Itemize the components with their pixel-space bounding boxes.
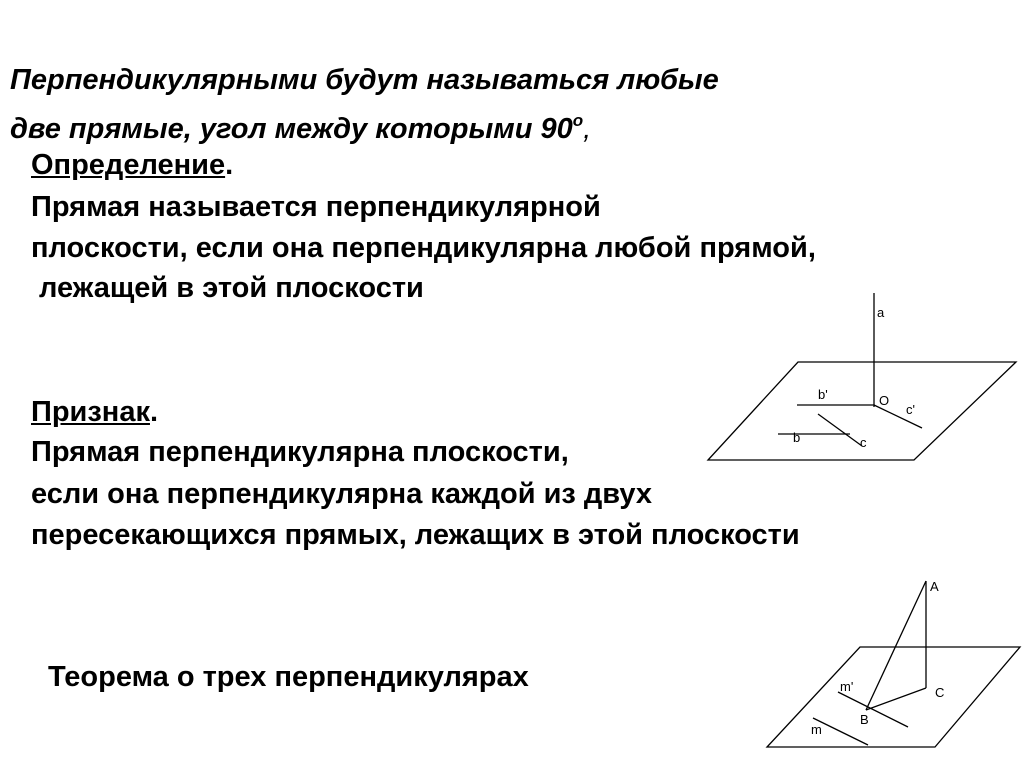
criterion-line-1: Прямая перпендикулярна плоскости, xyxy=(31,436,569,468)
figure-three-perpendiculars xyxy=(767,581,1020,747)
line-m-prime xyxy=(838,692,908,727)
label-c: c xyxy=(860,435,867,450)
intro-line-1: Перпендикулярными будут называться любые xyxy=(10,64,719,96)
degree-sign: о xyxy=(572,111,584,130)
theorem-title: Теорема о трех перпендикулярах xyxy=(48,661,529,693)
figure-2-labels xyxy=(811,579,944,737)
criterion-line-3: пересекающихся прямых, лежащих в этой плоскости xyxy=(31,519,800,551)
label-O: O xyxy=(879,393,890,408)
intro-line-2-text: две прямые, угол между которыми 90 xyxy=(10,113,573,145)
label-B: B xyxy=(860,712,869,727)
criterion-line-2: если она перпендикулярна каждой из двух xyxy=(31,478,653,510)
label-c-prime: c' xyxy=(906,402,915,417)
label-a: a xyxy=(877,305,885,320)
label-b: b xyxy=(793,430,801,445)
label-m: m xyxy=(811,722,822,737)
definition-line-1: Прямая называется перпендикулярной xyxy=(31,191,601,223)
definition-heading-text: Определение xyxy=(31,149,226,181)
definition-line-3: лежащей в этой плоскости xyxy=(39,272,424,304)
criterion-heading-punct: . xyxy=(149,396,159,428)
plane-2 xyxy=(767,647,1020,747)
definition-line-2: плоскости, если она перпендикулярна любой прямой, xyxy=(31,232,816,264)
line-c xyxy=(818,414,862,446)
figure-1-labels xyxy=(793,305,915,450)
criterion-heading-text: Признак xyxy=(31,396,150,428)
intro-comma: , xyxy=(583,113,592,145)
label-m-prime: m' xyxy=(840,679,854,694)
label-b-prime: b' xyxy=(818,387,828,402)
label-A: A xyxy=(930,579,939,594)
definition-heading-punct: . xyxy=(225,149,234,181)
label-C: C xyxy=(935,685,945,700)
